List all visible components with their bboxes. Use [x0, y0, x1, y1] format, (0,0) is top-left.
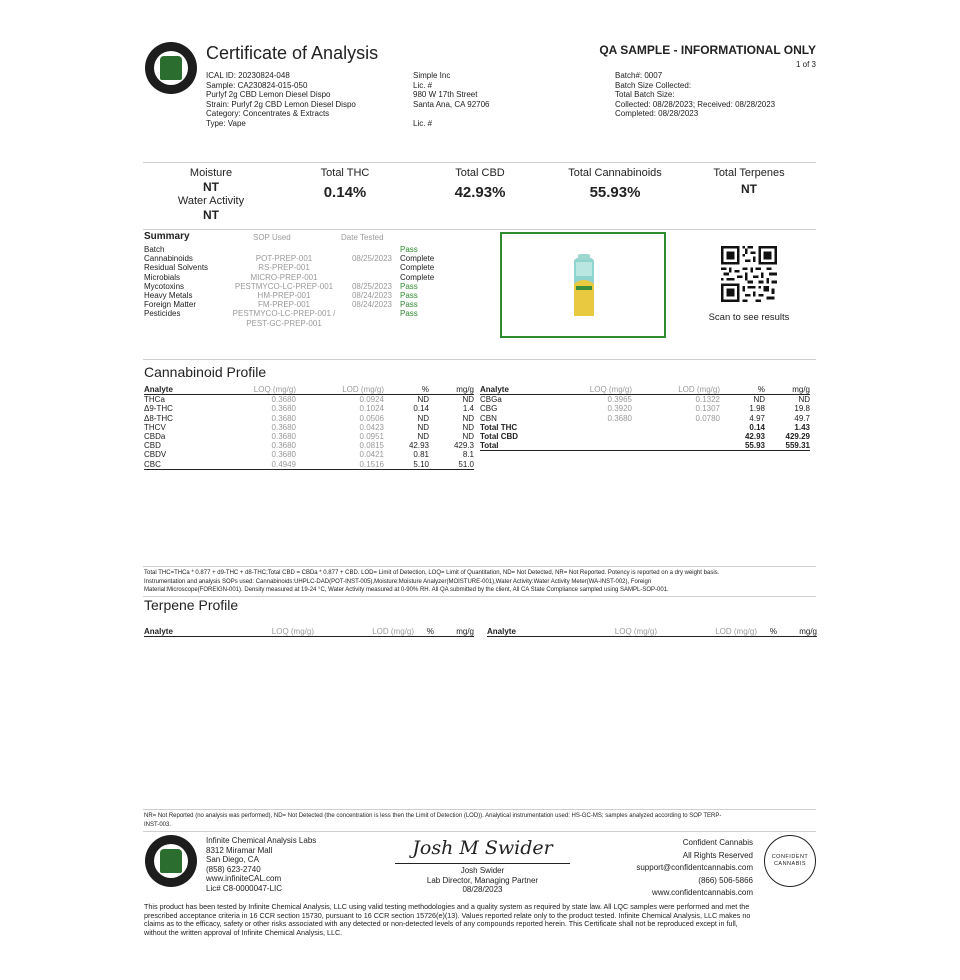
- signer-name: Josh Swider: [460, 866, 505, 875]
- total-cannabinoids-block: [560, 167, 670, 206]
- signer-title: Lab Director, Managing Partner: [426, 875, 539, 885]
- table-row: [144, 423, 474, 432]
- summary-date: 08/24/2023: [351, 291, 393, 301]
- total-cannabinoids-value: 55.93%: [589, 184, 641, 201]
- cc-rights: All Rights Reserved: [682, 850, 753, 860]
- pct: ND: [417, 432, 429, 442]
- notes-line: Instrumentation and analysis SOPs used: Cannabinoids:UHPLC-DAD(POT-INST-005),Moisture:Moisture Analyzer(MOISTURE-001),Water Activity:Water Activity Meter(WA-INST-002), Foreign: [144, 578, 652, 585]
- table-row-total: [480, 423, 810, 432]
- cannabinoid-rows-right: [480, 395, 810, 451]
- loq: 0.3680: [271, 441, 296, 451]
- col-lod: LOD (mg/g): [715, 627, 757, 636]
- mgg: ND: [798, 395, 810, 405]
- divider: [143, 596, 816, 597]
- client-spacer: [413, 109, 490, 119]
- terpene-table-left: [144, 627, 474, 637]
- cc-logo-text: CONFIDENT CANNABIS: [771, 854, 809, 867]
- ical-id: ICAL ID: 20230824-048: [206, 71, 290, 80]
- water-activity-value: NT: [203, 208, 219, 222]
- analyte: CBD: [144, 441, 161, 451]
- summary-sop: PESTMYCO-LC-PREP-001 /: [232, 309, 336, 319]
- batch-size-collected: Batch Size Collected:: [615, 80, 692, 90]
- summary-date: [344, 309, 400, 318]
- lod: 0.0423: [359, 422, 384, 432]
- summary-status: [400, 319, 445, 328]
- pct: 0.14: [749, 422, 765, 432]
- summary-name: [144, 319, 224, 328]
- notes-line: Total THC=THCa * 0.877 + d9-THC + d8-THC;Total CBD = CBDa * 0.877 + CBD. LOD= Limit of Detection, LOQ= Limit of Quantitation, ND= Not Detected, NR= Not Reported. Potency is reported on a dry weight basis.: [144, 570, 720, 576]
- pct: ND: [417, 395, 429, 405]
- col-mgg: mg/g: [799, 627, 817, 636]
- col-mgg: mg/g: [792, 385, 810, 394]
- tree-icon: [160, 849, 182, 873]
- summary-row: [144, 319, 445, 328]
- analyte: CBDa: [144, 432, 166, 442]
- lab-city: San Diego, CA: [206, 855, 259, 864]
- summary-status: Pass: [400, 281, 418, 291]
- lab-street: 8312 Miramar Mall: [206, 845, 273, 855]
- table-row: [144, 432, 474, 441]
- moisture-label: Moisture: [189, 167, 233, 179]
- terpene-profile-title: Terpene Profile: [144, 597, 239, 613]
- strain: Strain: Purlyf 2g CBD Lemon Diesel Dispo: [206, 99, 356, 109]
- date-header: Date Tested: [341, 233, 384, 242]
- col-analyte: Analyte: [144, 385, 173, 394]
- summary-sop: PESTMYCO-LC-PREP-001: [234, 281, 334, 291]
- cannabinoid-profile-title: Cannabinoid Profile: [144, 364, 267, 380]
- cannabinoid-table-left: [144, 385, 474, 470]
- pct: 0.81: [413, 450, 429, 460]
- loq: [550, 441, 632, 451]
- product-photo[interactable]: [500, 232, 666, 338]
- col-loq: LOQ (mg/g): [253, 385, 296, 394]
- lab-license: Lic# C8-0000047-LIC: [206, 883, 283, 893]
- total-cbd-block: [435, 167, 525, 206]
- sop-header: SOP Used: [253, 233, 291, 242]
- cannabinoid-rows-left: [144, 395, 474, 470]
- cc-email[interactable]: support@confidentcannabis.com: [636, 863, 753, 872]
- mgg: 559.31: [785, 441, 810, 451]
- pct: 42.93: [744, 432, 765, 442]
- water-activity-label: Water Activity: [177, 195, 245, 207]
- potency-notes: [144, 569, 719, 595]
- loq: [550, 432, 632, 441]
- cc-name: Confident Cannabis: [682, 838, 753, 847]
- summary-date: [344, 319, 400, 328]
- pct: 1.98: [749, 404, 765, 414]
- loq: 0.3680: [607, 413, 632, 423]
- ical-logo: [145, 42, 197, 94]
- table-header: [487, 627, 817, 637]
- analyte: THCa: [144, 395, 165, 405]
- disclaimer-line: This product has been tested by Infinite Chemical Analysis, LLC using valid testing methodologies and a quality system as required by state law. All LQC samples were performed and met the: [144, 902, 750, 911]
- mgg: 49.7: [794, 413, 810, 423]
- analyte: Total: [480, 441, 499, 451]
- lod: 0.1516: [359, 459, 384, 469]
- summary-row: [144, 254, 445, 263]
- col-mgg: mg/g: [456, 627, 474, 636]
- disclaimer-line: claims as to the efficacy, safety or other risks associated with any detected or non-detected levels of any compounds reported herein. This Certificate shall not be reproduced except in full,: [144, 919, 738, 929]
- confident-cannabis-logo: [764, 835, 816, 887]
- disclaimer-line: prescribed acceptance criteria in 16 CCR section 15730, pursuant to 16 CCR section 15726(e)(13). Values reported relate only to the product tested. Infinite Chemical Analysis, LLC makes no: [144, 910, 751, 920]
- pct: 5.10: [413, 459, 429, 469]
- notes-line: INST-003.: [144, 821, 172, 828]
- lab-name: Infinite Chemical Analysis Labs: [206, 836, 317, 845]
- col-analyte: Analyte: [487, 627, 516, 636]
- ical-footer-logo: [145, 835, 197, 887]
- summary-date: [344, 245, 400, 254]
- product-name: Purlyf 2g CBD Lemon Diesel Dispo: [206, 90, 331, 99]
- table-header: [144, 385, 474, 395]
- loq: 0.3680: [271, 432, 296, 442]
- table-header: [480, 385, 810, 395]
- col-lod: LOD (mg/g): [678, 385, 720, 394]
- mgg: ND: [462, 413, 474, 423]
- analyte: Total THC: [480, 422, 518, 432]
- cc-website[interactable]: www.confidentcannabis.com: [652, 888, 753, 897]
- total-thc-value: 0.14%: [323, 184, 367, 201]
- mgg: 19.8: [794, 404, 810, 414]
- summary-name: Microbials: [144, 272, 181, 282]
- page-title: Certificate of Analysis: [206, 43, 379, 63]
- summary-sop: PEST-GC-PREP-001: [246, 318, 322, 328]
- pct: ND: [417, 422, 429, 432]
- lab-contact: [206, 836, 316, 893]
- mgg: ND: [462, 422, 474, 432]
- summary-sop: POT-PREP-001: [255, 254, 313, 264]
- lod: 0.1024: [359, 404, 384, 414]
- signature-block: [395, 833, 570, 895]
- col-pct: %: [757, 385, 765, 394]
- col-mgg: mg/g: [456, 385, 474, 394]
- summary-status: Pass: [400, 309, 418, 319]
- summary-name: Mycotoxins: [144, 281, 185, 291]
- vape-product-image: [502, 234, 664, 336]
- batch-info: [615, 71, 775, 119]
- lab-website[interactable]: www.infiniteCAL.com: [206, 874, 282, 883]
- divider: [143, 162, 816, 163]
- loq: 0.3680: [271, 450, 296, 460]
- analyte: CBDV: [144, 450, 167, 460]
- type: Type: Vape: [206, 118, 246, 128]
- lod: 0.0421: [359, 450, 384, 460]
- summary-name: Residual Solvents: [144, 263, 209, 273]
- table-row-total: [480, 432, 810, 441]
- loq: [550, 423, 632, 432]
- cannabinoid-table-right: [480, 385, 810, 451]
- col-loq: LOQ (mg/g): [271, 627, 314, 636]
- summary-status: Complete: [400, 254, 435, 264]
- mgg: ND: [462, 395, 474, 405]
- table-row-total: [480, 441, 810, 451]
- divider: [143, 831, 816, 832]
- col-lod: LOD (mg/g): [342, 385, 384, 394]
- loq: 0.3680: [271, 404, 296, 414]
- table-row: [144, 414, 474, 423]
- analyte: CBGa: [480, 395, 502, 405]
- analyte: Δ8-THC: [144, 413, 173, 423]
- cc-phone: (866) 506-5866: [698, 875, 753, 885]
- loq: 0.4949: [271, 459, 296, 469]
- summary-date: 08/25/2023: [351, 254, 393, 264]
- mgg: 1.4: [462, 404, 474, 414]
- pct: 42.93: [408, 441, 429, 451]
- qa-banner: QA SAMPLE - INFORMATIONAL ONLY: [599, 43, 816, 57]
- lod: 0.0924: [359, 395, 384, 405]
- analyte: CBC: [144, 459, 161, 469]
- lod: 0.1322: [695, 395, 720, 405]
- total-terpenes-label: Total Terpenes: [713, 167, 785, 179]
- analyte: CBG: [480, 404, 498, 414]
- table-row: [144, 404, 474, 413]
- total-thc-label: Total THC: [320, 167, 370, 179]
- summary-name: Pesticides: [144, 309, 181, 319]
- summary-sop: RS-PREP-001: [258, 263, 310, 273]
- loq: 0.3680: [271, 422, 296, 432]
- client-lic-2: Lic. #: [413, 118, 433, 128]
- summary-sop: [224, 245, 344, 254]
- notes-line: NR= Not Reported (no analysis was performed), ND= Not Detected (the concentration is less then the Limit of Detection (LOD)). Analytical instrumentation used: HS-GC-MS; samples analyzed according to SOP TERP-: [144, 813, 722, 819]
- summary-date: 08/25/2023: [351, 281, 393, 291]
- total-cannabinoids-label: Total Cannabinoids: [568, 167, 662, 179]
- lab-phone: (858) 623-2740: [206, 864, 261, 874]
- moisture-value: NT: [203, 180, 219, 194]
- total-batch-size: Total Batch Size:: [615, 90, 675, 99]
- summary-name: Cannabinoids: [144, 254, 193, 264]
- total-terpenes-value: NT: [741, 182, 757, 196]
- summary-row: [144, 263, 445, 272]
- lod: [632, 432, 720, 441]
- summary-row: [144, 282, 445, 291]
- summary-sop: HM-PREP-001: [257, 291, 311, 301]
- disclaimer-line: without the written approval of Infinite Chemical Analysis, LLC.: [144, 927, 343, 937]
- client-info: [413, 71, 490, 128]
- summary-status: Pass: [400, 245, 418, 254]
- col-analyte: Analyte: [480, 385, 509, 394]
- table-row: [144, 460, 474, 470]
- summary-title: Summary: [144, 231, 190, 242]
- client-lic: Lic. #: [413, 80, 433, 90]
- summary-table: [144, 245, 445, 328]
- summary-row: [144, 273, 445, 282]
- qr-code[interactable]: [721, 246, 777, 302]
- ical-logo-inner: [154, 844, 188, 878]
- loq: 0.3680: [271, 395, 296, 405]
- analyte: Δ9-THC: [144, 404, 173, 414]
- loq: 0.3965: [607, 395, 632, 405]
- summary-date: 08/24/2023: [351, 300, 393, 310]
- summary-row: [144, 245, 445, 254]
- client-city: Santa Ana, CA 92706: [413, 99, 490, 109]
- mgg: 51.0: [458, 459, 474, 469]
- summary-date: [344, 273, 400, 282]
- col-pct: %: [769, 627, 777, 636]
- divider: [143, 809, 816, 810]
- terpene-notes: [144, 812, 721, 829]
- loq: 0.3920: [607, 404, 632, 414]
- summary-name: Batch: [144, 245, 165, 254]
- ical-logo-inner: [154, 51, 188, 85]
- completed-date: Completed: 08/28/2023: [615, 109, 699, 118]
- mgg: 429.29: [785, 432, 810, 442]
- collected-received: Collected: 08/28/2023; Received: 08/28/2023: [615, 99, 776, 109]
- pct: ND: [753, 395, 765, 405]
- analyte: Total CBD: [480, 432, 519, 442]
- summary-sop: MICRO-PREP-001: [250, 272, 318, 282]
- col-loq: LOQ (mg/g): [589, 385, 632, 394]
- total-thc-block: [300, 167, 390, 206]
- table-row: [144, 395, 474, 405]
- summary-date: [344, 263, 400, 272]
- lod: 0.1307: [695, 404, 720, 414]
- summary-row: [144, 309, 445, 318]
- summary-name: Heavy Metals: [144, 291, 193, 301]
- cc-contact: [636, 837, 753, 900]
- col-pct: %: [421, 385, 429, 394]
- lod: 0.0815: [359, 441, 384, 451]
- pct: 0.14: [413, 404, 429, 414]
- table-row: [480, 404, 810, 413]
- summary-status: Complete: [400, 263, 435, 273]
- notes-line: Material:Microscope(FOREIGN-001). Density measured at 19-24 °C, Water Activity measured at 0-90% RH. All QA submitted by the client, All CA State Compliance sampled using SAMPL-SOP-001.: [144, 587, 669, 593]
- analyte: THCV: [144, 422, 166, 432]
- col-pct: %: [426, 627, 434, 636]
- summary-row: [144, 300, 445, 309]
- lod: 0.0506: [359, 413, 384, 423]
- summary-status: Complete: [400, 272, 435, 282]
- lod: [632, 441, 720, 451]
- sample-id: Sample: CA230824-015-050: [206, 80, 308, 90]
- summary-status: Pass: [400, 291, 418, 301]
- table-row: [480, 395, 810, 405]
- disclaimer: [144, 903, 750, 937]
- summary-name: Foreign Matter: [144, 300, 197, 310]
- summary-status: Pass: [400, 300, 418, 310]
- total-cbd-value: 42.93%: [454, 184, 506, 201]
- table-row: [480, 414, 810, 423]
- page-number: 1 of 3: [795, 60, 816, 69]
- client-name: Simple Inc: [413, 71, 451, 80]
- table-header: [144, 627, 474, 637]
- qr-code-icon: [721, 246, 777, 302]
- mgg: 8.1: [462, 450, 474, 460]
- total-cbd-label: Total CBD: [455, 167, 505, 179]
- pct: 4.97: [749, 413, 765, 423]
- table-row: [144, 441, 474, 450]
- divider: [143, 566, 816, 567]
- batch-number: Batch#: 0007: [615, 71, 663, 80]
- mgg: 1.43: [794, 422, 810, 432]
- mgg: ND: [462, 432, 474, 442]
- pct: 55.93: [744, 441, 765, 451]
- analyte: CBN: [480, 413, 497, 423]
- mgg: 429.3: [453, 441, 474, 451]
- col-analyte: Analyte: [144, 627, 173, 636]
- tree-icon: [160, 56, 182, 80]
- terpene-table-right: [487, 627, 817, 637]
- divider: [143, 359, 816, 360]
- summary-row: [144, 291, 445, 300]
- pct: ND: [417, 413, 429, 423]
- table-row: [144, 450, 474, 459]
- total-terpenes-block: [704, 167, 794, 198]
- signer-date: 08/28/2023: [462, 885, 503, 894]
- signature: Josh M Swider: [395, 833, 570, 864]
- divider: [143, 229, 816, 230]
- col-loq: LOQ (mg/g): [614, 627, 657, 636]
- qr-caption: Scan to see results: [708, 312, 790, 323]
- lod: 0.0780: [695, 413, 720, 423]
- category: Category: Concentrates & Extracts: [206, 109, 330, 118]
- col-lod: LOD (mg/g): [372, 627, 414, 636]
- lod: [632, 423, 720, 432]
- lod: 0.0951: [359, 432, 384, 442]
- client-street: 980 W 17th Street: [413, 90, 478, 99]
- summary-sop: FM-PREP-001: [257, 300, 310, 310]
- loq: 0.3680: [271, 413, 296, 423]
- moisture-block: [165, 167, 257, 223]
- sample-info: [206, 71, 356, 128]
